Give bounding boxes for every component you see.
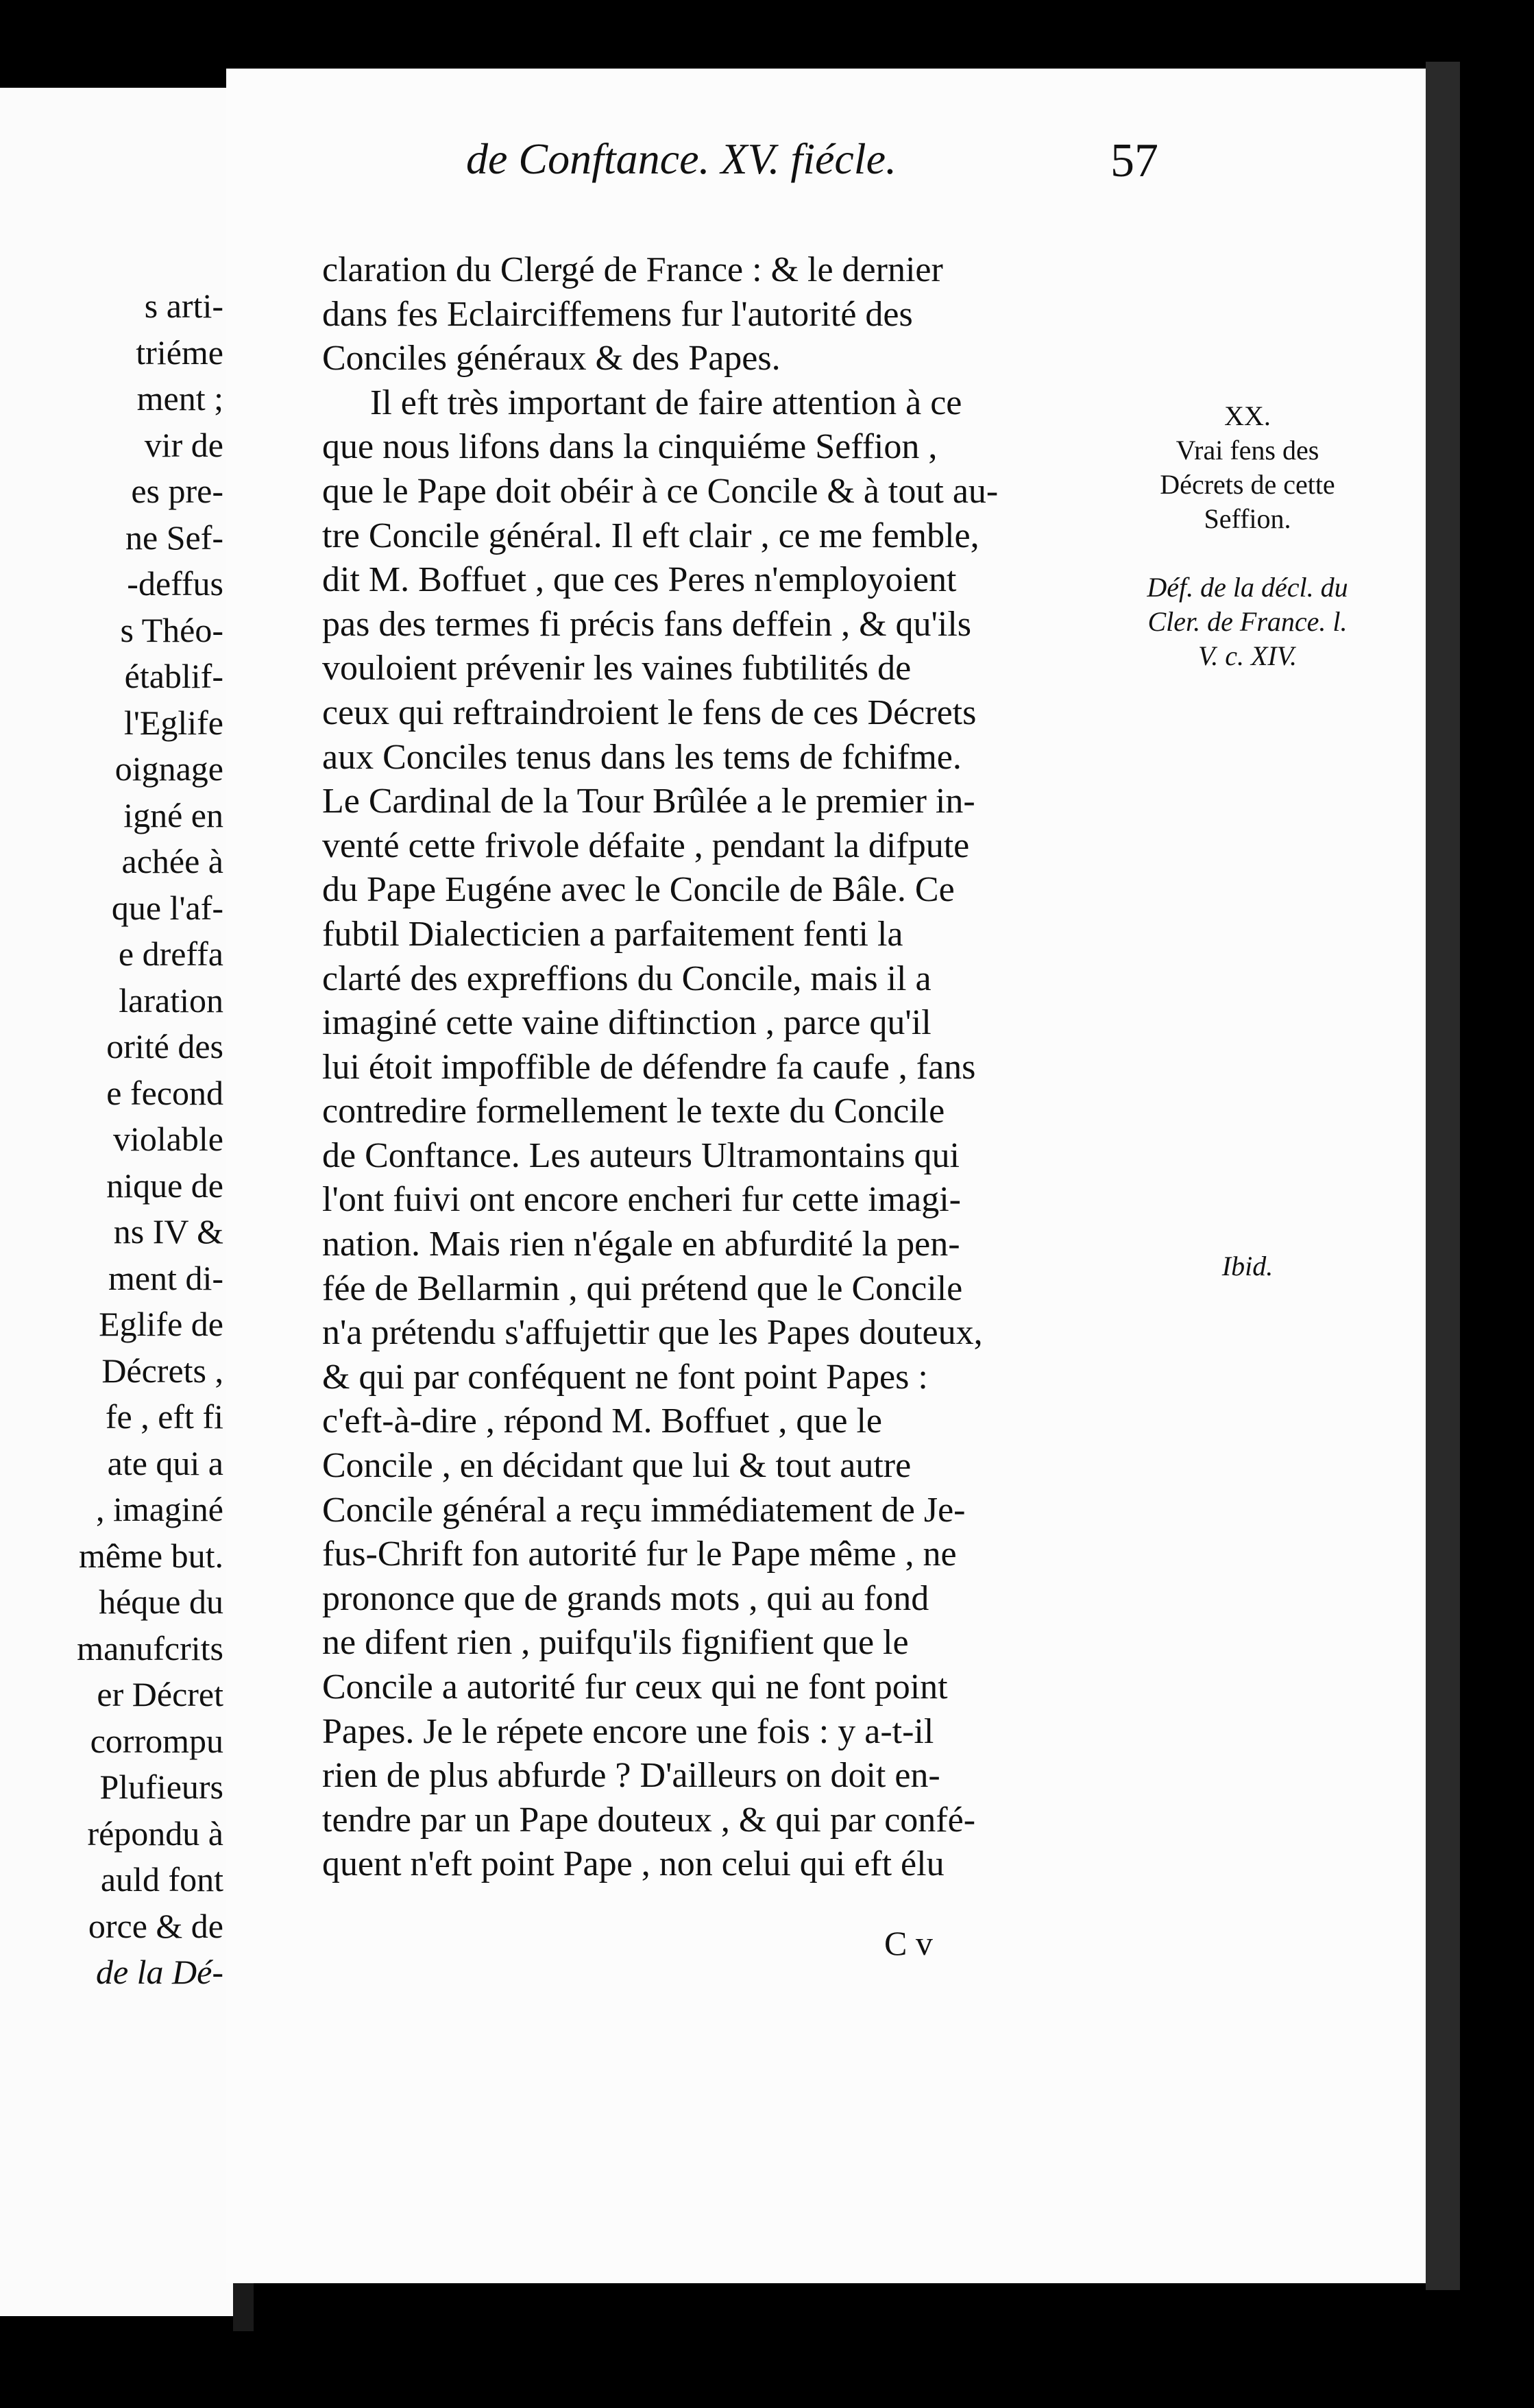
left-page-text-fragment: oignage <box>114 749 223 788</box>
text-line: fus-Chrift fon autorité fur le Pape même , ne <box>322 1534 957 1574</box>
text-line: pas des termes fi précis fans deffein , & qu'ils <box>322 604 972 644</box>
text-line: ne difent rien , puifqu'ils fignifient que le <box>322 1623 909 1663</box>
left-page-text-fragment: e fecond <box>106 1073 223 1112</box>
left-page-text-fragment: s Théo- <box>120 610 223 649</box>
left-page-text-fragment: auld font <box>100 1860 223 1899</box>
text-line: dans fes Eclairciffemens fur l'autorité des <box>322 294 913 334</box>
margin-reference <box>1138 570 1357 673</box>
text-line: que le Pape doit obéir à ce Concile & à tout au- <box>322 471 999 511</box>
text-line: contredire formellement le texte du Concile <box>322 1092 945 1131</box>
text-line: fubtil Dialecticien a parfaitement fenti la <box>322 914 903 954</box>
text-line: claration du Clergé de France : & le dernier <box>322 250 943 289</box>
left-page-text-fragment: er Décret <box>97 1675 223 1713</box>
left-page-text-fragment: l'Eglife <box>123 703 223 742</box>
left-page-text-fragment: violable <box>112 1120 223 1158</box>
left-page-text-fragment: e dreffa <box>118 935 223 973</box>
catchword: C v <box>884 1924 933 1962</box>
left-page-text-fragment: que l'af- <box>111 888 223 927</box>
text-line: aux Conciles tenus dans les tems de fchifme. <box>322 737 962 777</box>
text-line: Concile a autorité fur ceux qui ne font point <box>322 1667 948 1707</box>
margin-reference-ibid-text: Ibid. <box>1221 1251 1274 1281</box>
left-page-text-fragment: héque du <box>99 1582 223 1621</box>
left-page-text-fragment: ne Sef- <box>125 518 223 557</box>
page-edge-shadow <box>1426 62 1460 2290</box>
text-line: du Pape Eugéne avec le Concile de Bâle. Ce <box>322 870 955 910</box>
text-line: dit M. Boffuet , que ces Peres n'employoient <box>322 560 957 600</box>
left-page-text-fragment: de la Dé- <box>95 1953 223 1991</box>
left-page-text-fragment: es pre- <box>131 472 223 510</box>
left-page-text-fragment: orité des <box>106 1027 223 1065</box>
running-header <box>233 134 1158 195</box>
text-line: Papes. Je le répete encore une fois : y a-t-il <box>322 1711 934 1751</box>
text-line: imaginé cette vaine diftinction , parce qu'il <box>322 1003 932 1043</box>
left-page-text-fragment: corrompu <box>90 1721 223 1760</box>
left-page-text-fragment: répondu à <box>87 1814 223 1853</box>
left-page-fragment <box>0 88 240 2316</box>
text-line: que nous lifons dans la cinquiéme Seffion , <box>322 427 938 467</box>
left-page-text-fragment: orce & de <box>88 1906 223 1945</box>
text-line: rien de plus abfurde ? D'ailleurs on doit en- <box>322 1756 940 1796</box>
left-page-text-fragment: Plufieurs <box>99 1768 223 1806</box>
text-line: & qui par conféquent ne font point Papes : <box>322 1357 928 1397</box>
running-header-title: de Conftance. XV. fiécle. <box>466 134 897 183</box>
text-line: Concile , en décidant que lui & tout autre <box>322 1446 912 1486</box>
text-line: lui étoit impoffible de défendre fa caufe , fans <box>322 1047 976 1087</box>
text-line: nation. Mais rien n'égale en abfurdité la pen- <box>322 1225 960 1264</box>
text-line: Conciles généraux & des Papes. <box>322 339 781 378</box>
left-page-text-fragment: nique de <box>106 1166 223 1205</box>
left-page-text-fragment: achée à <box>121 842 223 880</box>
text-line: Il eft très important de faire attention à ce <box>370 383 962 422</box>
left-page-text-fragment: même but. <box>78 1536 223 1575</box>
text-line: vouloient prévenir les vaines fubtilités de <box>322 649 912 688</box>
margin-note-xx <box>1138 399 1357 536</box>
left-page-text-fragment: , imaginé <box>95 1490 223 1528</box>
left-page-text-fragment: s arti- <box>144 287 223 325</box>
left-page-text-fragment: ment ; <box>136 379 223 418</box>
text-line: clarté des expreffions du Concile, mais il a <box>322 959 932 998</box>
left-page-text-fragment: manufcrits <box>77 1628 223 1667</box>
text-line: Concile général a reçu immédiatement de Je- <box>322 1490 966 1530</box>
text-line: venté cette frivole défaite , pendant la difpute <box>322 826 970 865</box>
left-page-text-fragment: vir de <box>144 425 223 464</box>
text-line: quent n'eft point Pape , non celui qui eft élu <box>322 1844 945 1884</box>
left-page-text-fragment: Décrets , <box>101 1351 223 1390</box>
margin-reference-ibid <box>1138 1249 1357 1284</box>
left-page-text-fragment: triéme <box>136 333 223 372</box>
page-number: 57 <box>1110 134 1158 187</box>
text-line: ceux qui reftraindroient le fens de ces Décrets <box>322 693 977 732</box>
main-text-block <box>322 248 1131 1887</box>
text-line: tendre par un Pape douteux , & qui par confé- <box>322 1800 976 1840</box>
text-line: n'a prétendu s'affujettir que les Papes douteux, <box>322 1313 983 1353</box>
margin-section-number: XX. <box>1224 400 1271 431</box>
left-page-text-fragment: Eglife de <box>99 1305 223 1343</box>
text-line: tre Concile général. Il eft clair , ce me femble, <box>322 516 979 555</box>
text-line: l'ont fuivi ont encore encheri fur cette imagi- <box>322 1180 961 1220</box>
text-line: c'eft-à-dire , répond M. Boffuet , que le <box>322 1401 882 1441</box>
text-line: prononce que de grands mots , qui au fond <box>322 1578 929 1618</box>
left-page-text-fragment: ment di- <box>108 1258 223 1297</box>
left-page-text-fragment: -deffus <box>127 564 223 603</box>
left-page-text-fragment: ate qui a <box>107 1443 223 1482</box>
left-page-text-fragment: établif- <box>124 657 223 695</box>
left-page-text-fragment: fe , eft fi <box>105 1397 223 1436</box>
left-page-text-fragment: ns IV & <box>113 1212 223 1251</box>
margin-reference-text: Déf. de la décl. du Cler. de France. l. V. c. XIV. <box>1147 572 1348 671</box>
text-line: fée de Bellarmin , qui prétend que le Concile <box>322 1268 963 1308</box>
margin-section-title: Vrai fens des Décrets de cette Seffion. <box>1160 435 1335 534</box>
left-page-text-fragment: igné en <box>123 795 223 834</box>
left-page-text-fragment: laration <box>119 980 223 1020</box>
text-line: de Conftance. Les auteurs Ultramontains qui <box>322 1135 960 1175</box>
text-line: Le Cardinal de la Tour Brûlée a le premier in- <box>322 782 975 821</box>
